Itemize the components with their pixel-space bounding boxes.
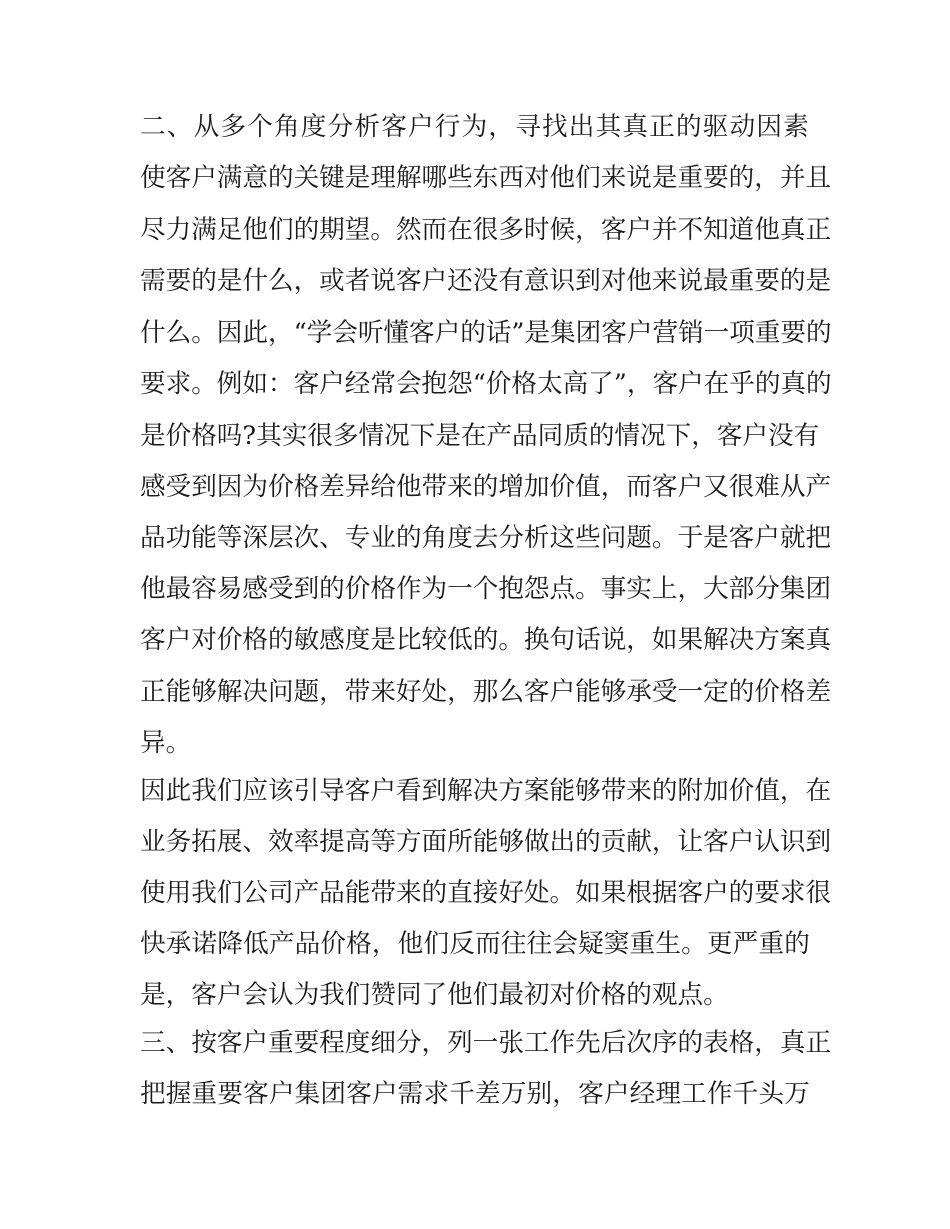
text-line: 使用我们公司产品能带来的直接好处。如果根据客户的要求很 (140, 878, 832, 908)
text-line: 异。 (140, 728, 192, 758)
text-line: 品功能等深层次、专业的角度去分析这些问题。于是客户就把 (140, 523, 832, 553)
text-line: 感受到因为价格差异给他带来的增加价值，而客户又很难从产 (140, 472, 832, 502)
text-line: 要求。例如：客户经常会抱怨“价格太高了”，客户在乎的真的 (140, 369, 832, 399)
text-line: 他最容易感受到的价格作为一个抱怨点。事实上，大部分集团 (140, 574, 832, 604)
text-line: 需要的是什么，或者说客户还没有意识到对他来说最重要的是 (140, 266, 832, 296)
text-line: 业务拓展、效率提高等方面所能够做出的贡献，让客户认识到 (140, 827, 832, 857)
text-line: 客户对价格的敏感度是比较低的。换句话说，如果解决方案真 (140, 625, 832, 655)
text-line: 快承诺降低产品价格，他们反而往往会疑窦重生。更严重的 (140, 929, 810, 959)
text-line: 尽力满足他们的期望。然而在很多时候，客户并不知道他真正 (140, 215, 832, 245)
text-line: 因此我们应该引导客户看到解决方案能够带来的附加价值，在 (140, 776, 832, 806)
text-line: 把握重要客户集团客户需求千差万别，客户经理工作千头万 (140, 1079, 810, 1109)
text-line: 使客户满意的关键是理解哪些东西对他们来说是重要的，并且 (140, 163, 832, 193)
section-heading-3: 三、按客户重要程度细分，列一张工作先后次序的表格，真正 (140, 1028, 832, 1058)
section-heading-2: 二、从多个角度分析客户行为，寻找出其真正的驱动因素 (140, 112, 810, 142)
text-line: 是价格吗?其实很多情况下是在产品同质的情况下，客户没有 (140, 421, 820, 451)
text-line: 什么。因此，“学会听懂客户的话”是集团客户营销一项重要的 (140, 318, 832, 348)
text-line: 是，客户会认为我们赞同了他们最初对价格的观点。 (140, 980, 729, 1010)
text-line: 正能够解决问题，带来好处，那么客户能够承受一定的价格差 (140, 677, 832, 707)
